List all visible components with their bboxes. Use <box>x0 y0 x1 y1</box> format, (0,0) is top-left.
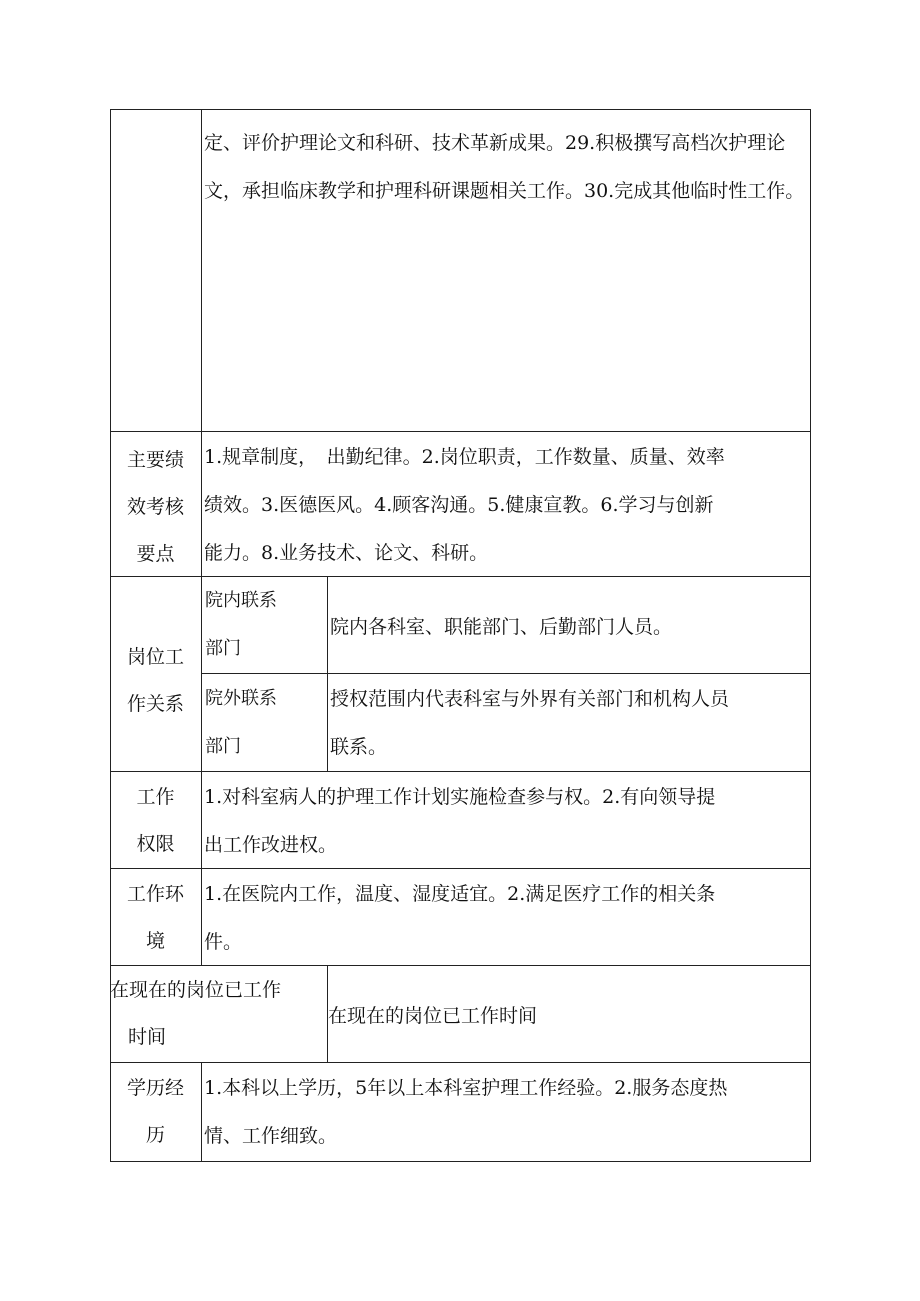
education-line: 情、工作细致。 <box>204 1125 338 1147</box>
column-divider <box>327 576 328 771</box>
authority-line: 出工作改进权。 <box>204 834 338 856</box>
tenure-value: 在现在的岗位已工作时间 <box>328 1005 538 1027</box>
table-border-bottom <box>110 1161 811 1162</box>
internal-contact-label: 院内联系 部门 <box>205 590 277 659</box>
education-line: 1.本科以上学历，5年以上本科室护理工作经验。2.服务态度热 <box>204 1077 728 1099</box>
duties-line: 文，承担临床教学和护理科研课题相关工作。30.完成其他临时性工作。 <box>204 180 805 202</box>
external-contact-label: 院外联系 部门 <box>205 688 277 757</box>
relations-label: 岗位工 作关系 <box>126 646 184 715</box>
performance-line: 绩效。3.医德医风。4.顾客沟通。5.健康宣教。6.学习与创新 <box>204 494 714 516</box>
performance-line: 1.规章制度， 出勤纪律。2.岗位职责，工作数量、质量、效率 <box>204 446 725 468</box>
duties-line: 定、评价护理论文和科研、技术革新成果。29.积极撰写高档次护理论 <box>204 132 786 154</box>
authority-label: 工作 权限 <box>136 786 175 855</box>
table-border-top <box>110 109 811 110</box>
row-divider <box>110 431 811 432</box>
authority-line: 1.对科室病人的护理工作计划实施检查参与权。2.有向领导提 <box>204 786 716 808</box>
tenure-label: 在现在的岗位已工作 时间 <box>110 979 282 1048</box>
internal-contact-text: 院内各科室、职能部门、后勤部门人员。 <box>330 616 673 638</box>
environment-line: 件。 <box>204 931 243 953</box>
environment-line: 1.在医院内工作，温度、湿度适宜。2.满足医疗工作的相关条 <box>204 883 716 905</box>
external-contact-line: 授权范围内代表科室与外界有关部门和机构人员 <box>330 688 730 710</box>
external-contact-line: 联系。 <box>330 736 388 758</box>
performance-line: 能力。8.业务技术、论文、科研。 <box>204 542 489 564</box>
table-border-right <box>810 109 811 1162</box>
environment-label: 工作环 境 <box>126 883 184 952</box>
education-label: 学历经 历 <box>126 1077 184 1146</box>
performance-label: 主要绩 效考核 要点 <box>126 449 184 565</box>
job-description-table <box>110 109 811 1162</box>
column-divider <box>201 1062 202 1162</box>
row-divider <box>110 1062 811 1063</box>
row-divider <box>110 771 811 772</box>
subrow-divider <box>201 673 811 674</box>
column-divider <box>201 109 202 965</box>
